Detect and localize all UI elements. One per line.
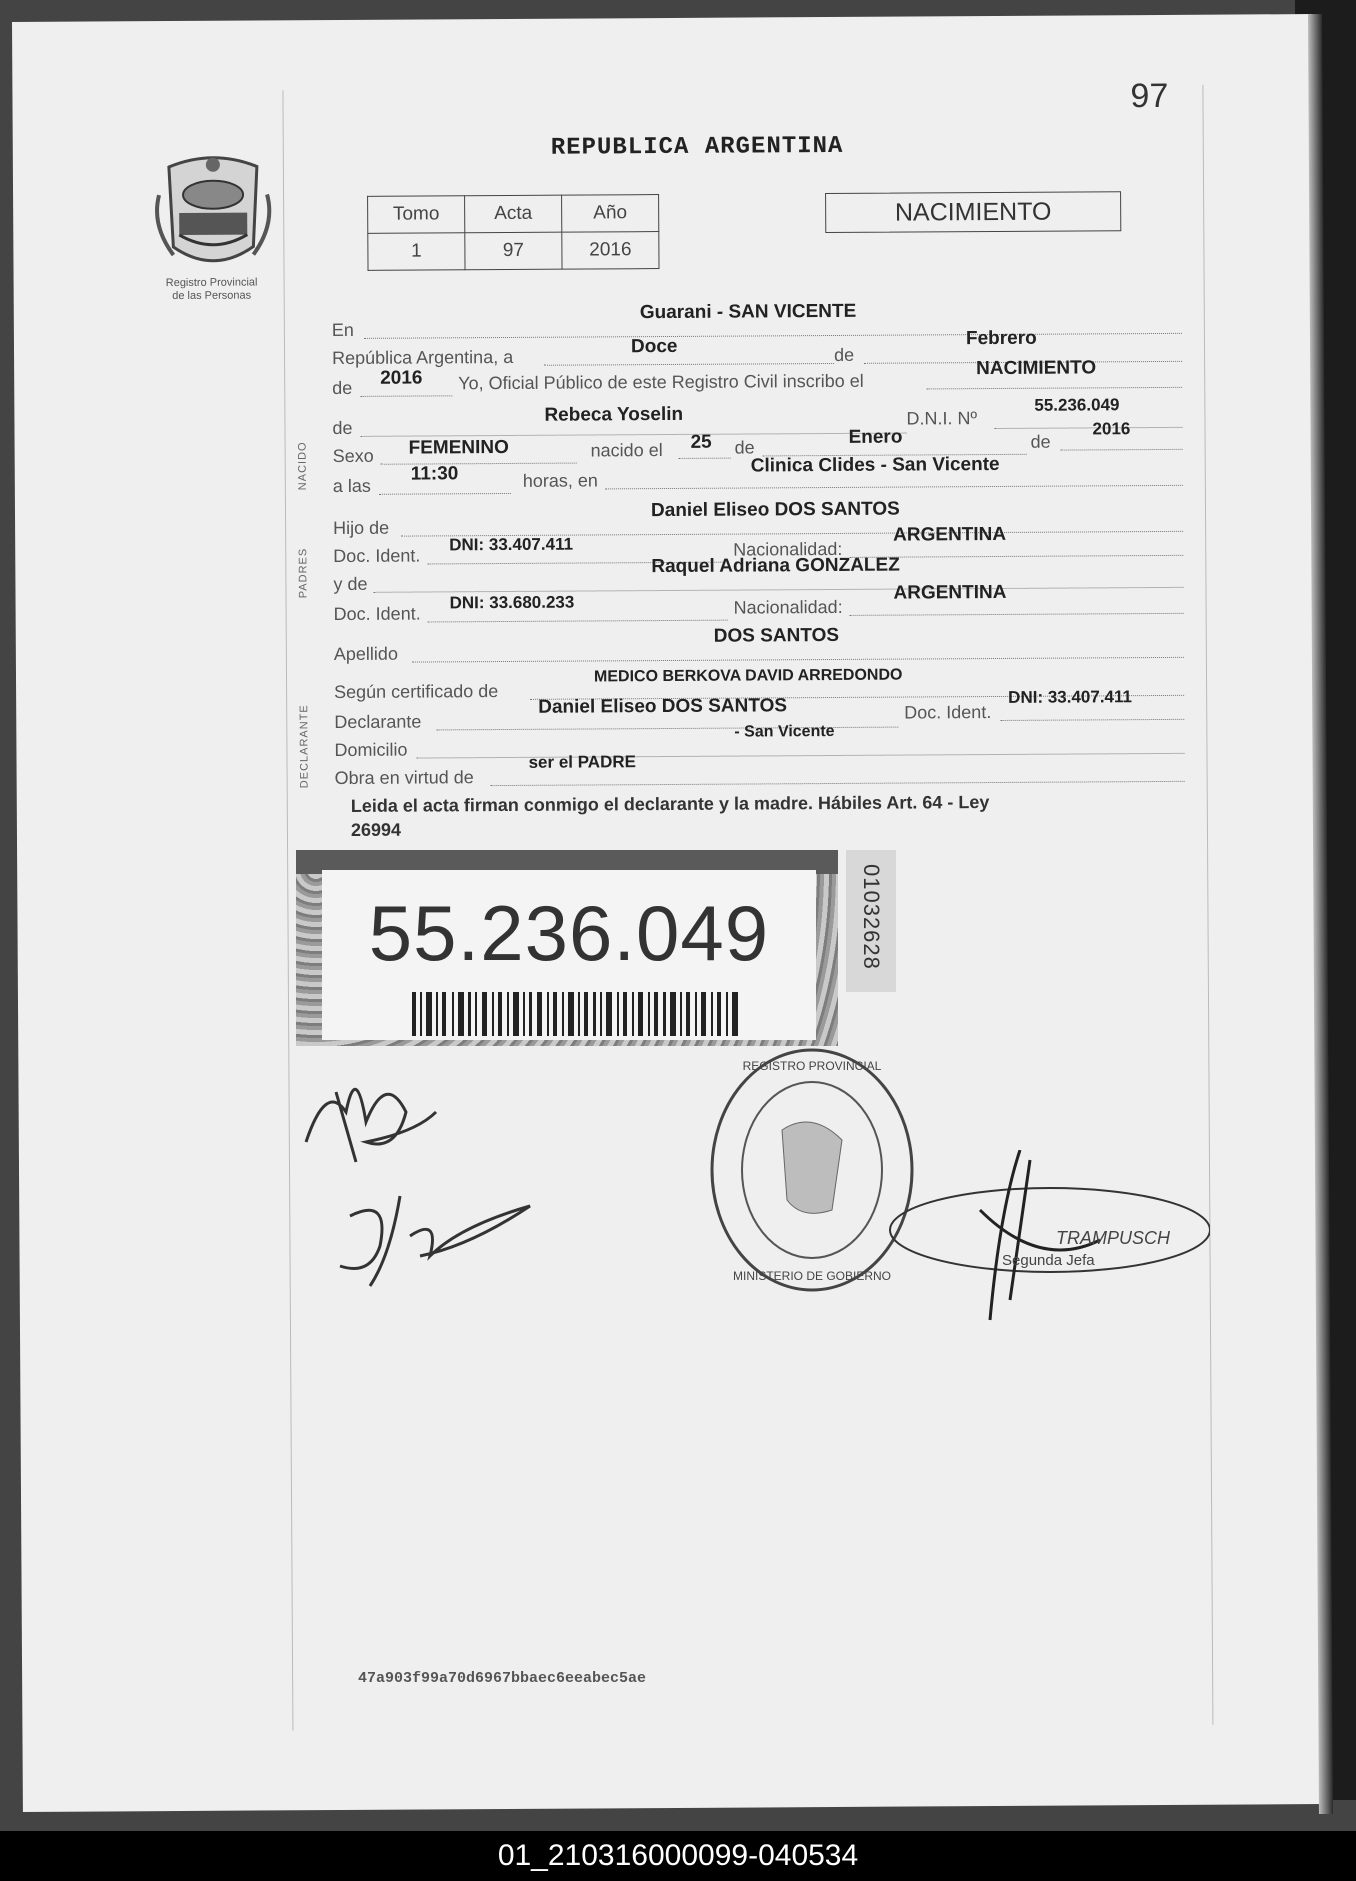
- obra-label: Obra en virtud de: [334, 767, 474, 789]
- dotted-line: [428, 620, 728, 623]
- name-value: Rebeca Yoselin: [544, 403, 684, 426]
- emblem-caption: [142, 276, 282, 303]
- record-value-acta: 97: [465, 232, 562, 270]
- birth-place-value: Clinica Clides - San Vicente: [750, 453, 1000, 477]
- officer-text: Yo, Oficial Público de este Registro Civil inscribo el: [458, 370, 864, 394]
- dotted-line: [679, 458, 731, 459]
- record-table-header-row: [368, 195, 659, 234]
- declarante-value: Daniel Eliseo DOS SANTOS: [538, 695, 788, 718]
- emblem-caption-line1: Registro Provincial: [165, 276, 258, 290]
- record-table: [367, 194, 659, 271]
- provincial-emblem-icon: [149, 154, 278, 273]
- dotted-line: [1061, 449, 1183, 451]
- nacionalidad-label-2: Nacionalidad:: [733, 596, 843, 618]
- section-label-padres: PADRES: [297, 547, 310, 599]
- record-header-ano: Año: [562, 195, 659, 233]
- dotted-line: [373, 587, 1183, 593]
- record-header-acta: Acta: [465, 195, 562, 233]
- certificado-label: Según certificado de: [334, 681, 499, 703]
- section-label-declarante: DECLARANTE: [298, 704, 311, 789]
- de-label: de: [833, 344, 855, 365]
- domicilio-label: Domicilio: [334, 739, 408, 761]
- sexo-label: Sexo: [332, 445, 374, 467]
- dotted-line: [361, 433, 907, 437]
- doc-ident-label: Doc. Ident.: [333, 545, 421, 567]
- declarante-label: Declarante: [334, 711, 422, 733]
- page-number: 97: [1130, 76, 1169, 116]
- svg-text:REGISTRO PROVINCIAL: REGISTRO PROVINCIAL: [742, 1059, 882, 1073]
- month-value: Febrero: [965, 327, 1037, 350]
- birth-month-value: Enero: [848, 426, 903, 448]
- dotted-line: [360, 395, 452, 397]
- nacido-label: nacido el: [590, 440, 663, 461]
- place-value: Guarani - SAN VICENTE: [639, 300, 857, 324]
- de-year-label: de: [332, 377, 353, 399]
- horas-label: horas, en: [522, 470, 598, 491]
- dotted-line: [491, 781, 1185, 786]
- father-nat-value: ARGENTINA: [893, 523, 1007, 546]
- de-birth-label: de: [734, 437, 755, 458]
- apellido-value: DOS SANTOS: [713, 624, 840, 647]
- domicilio-value: - San Vicente: [734, 722, 835, 741]
- record-value-tomo: 1: [368, 233, 465, 271]
- apellido-label: Apellido: [333, 643, 398, 665]
- emblem-caption-line2: de las Personas: [172, 289, 252, 303]
- record-type-box: NACIMIENTO: [825, 191, 1121, 233]
- declarante-doc-value: DNI: 33.407.411: [1008, 687, 1133, 707]
- official-title: Segunda Jefa: [1002, 1252, 1095, 1269]
- record-value-ano: 2016: [562, 232, 659, 270]
- de-name-label: de: [332, 417, 353, 439]
- dotted-line: [364, 333, 1182, 339]
- mother-doc-value: DNI: 33.680.233: [449, 592, 575, 613]
- doc-ident-label-3: Doc. Ident.: [904, 702, 992, 723]
- signature-madre: [330, 1176, 550, 1296]
- dotted-line: [412, 657, 1184, 663]
- dotted-line: [544, 363, 834, 366]
- father-doc-value: DNI: 33.407.411: [449, 534, 574, 555]
- country-title: REPUBLICA ARGENTINA: [550, 132, 844, 162]
- image-caption: 01_210316000099-040534: [0, 1831, 1356, 1881]
- record-table-value-row: [368, 232, 659, 271]
- a-las-label: a las: [332, 475, 371, 497]
- closing-note-line2: 26994: [350, 819, 402, 840]
- sticker-serial: 01032628: [859, 864, 884, 970]
- year-value: 2016: [380, 367, 423, 389]
- dotted-line: [994, 427, 1182, 429]
- sexo-value: FEMENINO: [408, 436, 509, 459]
- obra-value: ser el PADRE: [528, 752, 636, 772]
- record-header-tomo: Tomo: [368, 196, 465, 234]
- section-label-nacido: NACIDO: [296, 441, 309, 491]
- document-hash: 47a903f99a70d6967bbaec6eeabec5ae: [358, 1670, 647, 1687]
- right-margin-line: [1202, 85, 1213, 1725]
- dotted-line: [605, 485, 1183, 490]
- de-birth-year-label: de: [1030, 431, 1051, 452]
- hijo-label: Hijo de: [333, 517, 390, 539]
- birth-year-value: 2016: [1092, 419, 1131, 439]
- certificado-value: MEDICO BERKOVA DAVID ARREDONDO: [593, 666, 903, 686]
- sticker-label: [322, 870, 816, 1040]
- y-de-label: y de: [333, 573, 368, 595]
- sticker-number: 55.236.049: [368, 889, 770, 977]
- doc-ident-label-2: Doc. Ident.: [333, 603, 421, 625]
- margin-line: [282, 90, 293, 1730]
- signature-declarante: [296, 1052, 456, 1172]
- nacionalidad-label: Nacionalidad:: [733, 538, 843, 560]
- svg-text:MINISTERIO DE GOBIERNO: MINISTERIO DE GOBIERNO: [732, 1269, 892, 1283]
- dotted-line: [850, 613, 1184, 616]
- inscription-type-value: NACIMIENTO: [976, 357, 1097, 380]
- dotted-line: [926, 387, 1182, 390]
- birth-day-value: 25: [690, 431, 712, 453]
- official-name: TRAMPUSCH: [1056, 1228, 1171, 1248]
- id-sticker: [296, 850, 838, 1046]
- barcode-icon: [412, 992, 742, 1036]
- en-label: En: [331, 319, 354, 341]
- birth-time-value: 11:30: [410, 463, 459, 485]
- day-value: Doce: [630, 335, 678, 358]
- mother-name-value: Raquel Adriana GONZALEZ: [651, 554, 900, 578]
- mother-nat-value: ARGENTINA: [893, 581, 1007, 604]
- dni-label: D.N.I. Nº: [906, 408, 978, 429]
- dni-value: 55.236.049: [1034, 395, 1120, 415]
- closing-note-line1: Leida el acta firman conmigo el declarante y la madre. Hábiles Art. 64 - Ley: [350, 792, 990, 816]
- republica-label: República Argentina, a: [331, 346, 514, 369]
- father-name-value: Daniel Eliseo DOS SANTOS: [650, 498, 900, 522]
- dotted-line: [379, 493, 511, 495]
- dotted-line: [1000, 719, 1184, 721]
